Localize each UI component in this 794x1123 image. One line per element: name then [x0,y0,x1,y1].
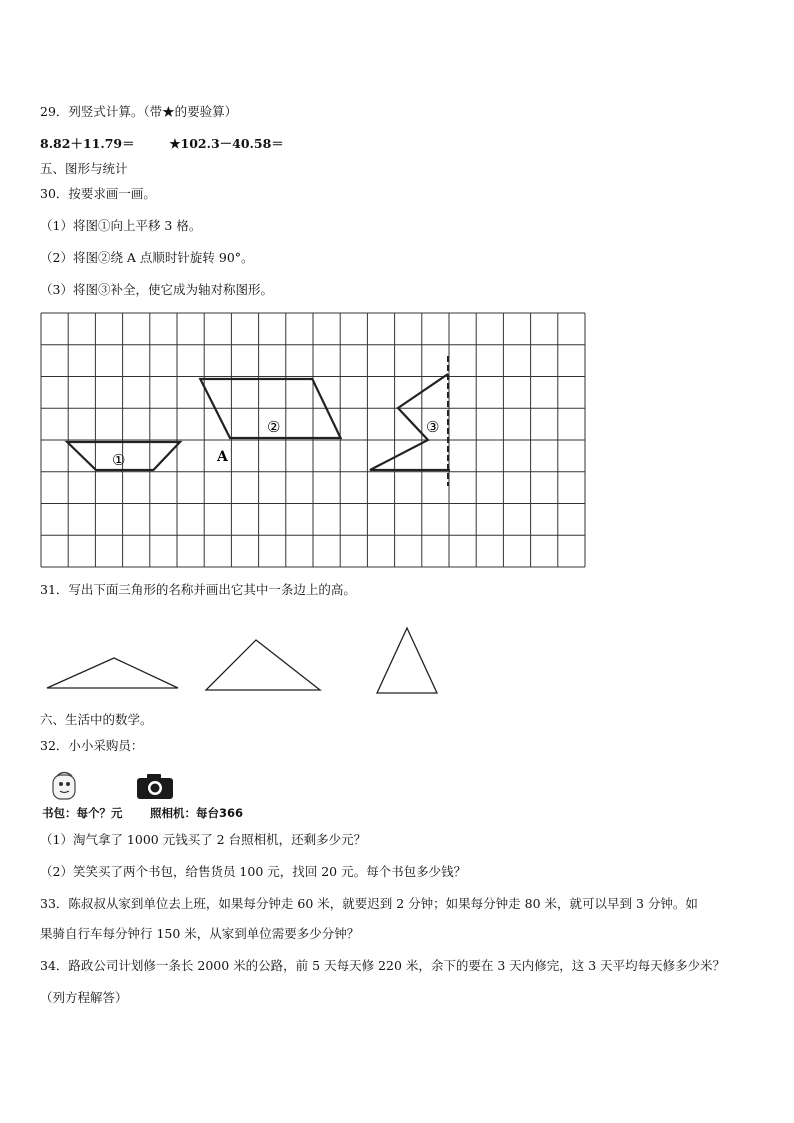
q33-line-1: 33．陈叔叔从家到单位去上班，如果每分钟走 60 米，就要迟到 2 分钟；如果每分钟走 80 米，就可以早到 3 分钟。如 [40,896,698,911]
q32-sub-1: （1）淘气拿了 1000 元钱买了 2 台照相机，还剩多少元？ [40,832,367,847]
figure-3-label: ③ [426,418,440,436]
q33-line-2: 果骑自行车每分钟行 150 米，从家到单位需要多少分钟？ [40,926,360,941]
figure-1-label: ① [112,451,126,469]
q31-triangles [0,620,794,700]
grid-lines [41,313,585,567]
q29-expression-row [40,136,284,152]
right-triangle [206,640,320,690]
q30-step-2: （2）将图②绕 A 点顺时针旋转 90°。 [40,250,254,265]
point-a-label: A [217,449,228,465]
obtuse-triangle [47,658,178,688]
q32-sub-2: （2）笑笑买了两个书包，给售货员 100 元，找回 20 元。每个书包多少钱？ [40,864,467,879]
section-6-heading: 六、生活中的数学。 [40,712,153,727]
camera-icon [136,772,174,800]
figure-2-label: ② [267,418,281,436]
camera-price-label: 照相机：每台366 [150,806,244,820]
q32-title: 32．小小采购员： [40,738,144,753]
q34-line-2: （列方程解答） [40,990,128,1005]
q29-expression-2: ★102.3－40.58＝ [169,136,284,151]
q34-line-1: 34．路政公司计划修一条长 2000 米的公路，前 5 天每天修 220 米，余下的要在 3 天内修完，这 3 天平均每天修多少米？ [40,958,726,973]
section-5-heading: 五、图形与统计 [40,161,128,176]
q31-title: 31．写出下面三角形的名称并画出它其中一条边上的高。 [40,582,356,597]
schoolbag-icon [50,770,80,802]
q30-title: 30．按要求画一画。 [40,186,156,201]
q30-step-3: （3）将图③补全，使它成为轴对称图形。 [40,282,273,297]
schoolbag-price-label: 书包：每个？元 [42,806,123,820]
grid-svg [40,312,586,568]
q30-step-1: （1）将图①向上平移 3 格。 [40,218,202,233]
drawing-grid [40,312,586,572]
q29-title: 29．列竖式计算。（带★的要验算） [40,104,238,119]
acute-triangle [377,628,437,693]
q29-expression-1: 8.82＋11.79＝ [40,136,135,151]
